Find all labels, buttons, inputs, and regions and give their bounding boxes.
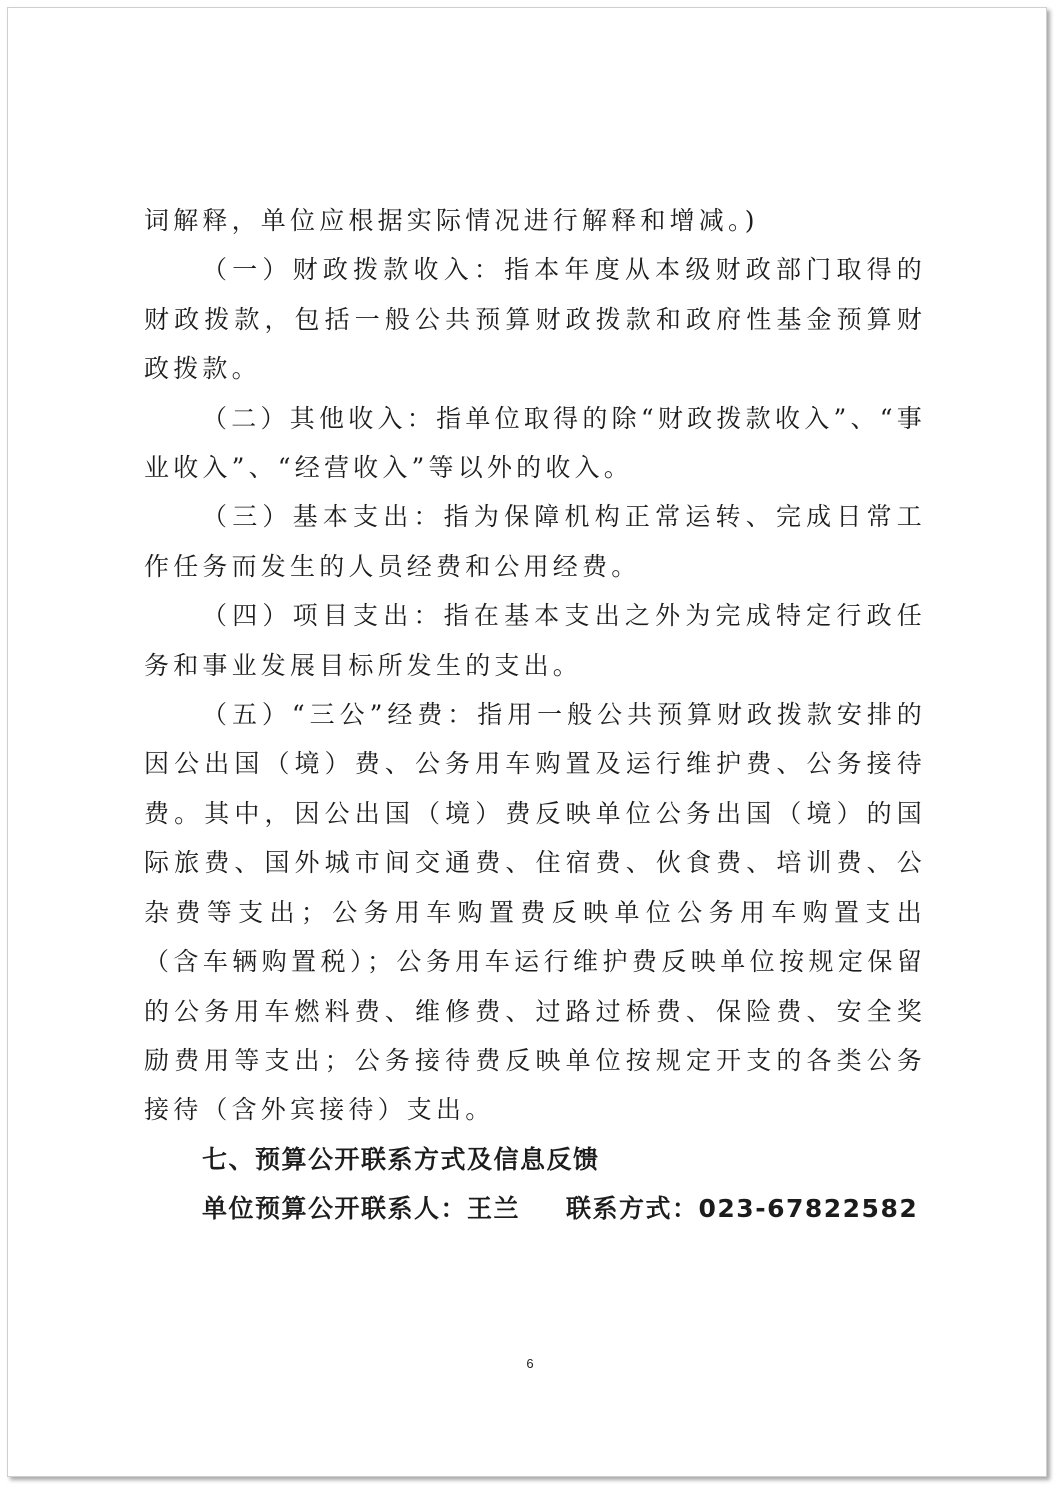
paragraph-project-expenditure: （四）项目支出：指在基本支出之外为完成特定行政任务和事业发展目标所发生的支出。 — [144, 601, 926, 680]
paragraph-three-public-expenses: （五）“三公”经费：指用一般公共预算财政拨款安排的因公出国（境）费、公务用车购置及运行维护费、公务接待费。其中，因公出国（境）费反映单位公务出国（境）的国际旅费、国外城市间交通费、住宿费、伙食费、培训费、公杂费等支出；公务用车购置费反映单位公务用车购置支出（含车辆购置税）；公务用车运行维护费反映单位按规定保留的公务用车燃料费、维修费、过路过桥费、保险费、安全奖励费用等支出；公务接待费反映单位按规定开支的各类公务接待（含外宾接待）支出。 — [144, 700, 926, 1125]
paragraph-basic-expenditure: （三）基本支出：指为保障机构正常运转、完成日常工作任务而发生的人员经费和公用经费。 — [144, 502, 926, 581]
contact-phone: 联系方式：023-67822582 — [566, 1194, 919, 1224]
page-number: 6 — [526, 1356, 534, 1371]
document-body — [144, 196, 926, 1234]
contact-line — [144, 1184, 926, 1233]
contact-person: 单位预算公开联系人：王兰 — [202, 1194, 521, 1224]
section-heading: 七、预算公开联系方式及信息反馈 — [202, 1144, 600, 1174]
paragraph-continuation: 词解释，单位应根据实际情况进行解释和增减。) — [144, 206, 759, 235]
paragraph-other-income: （二）其他收入：指单位取得的除“财政拨款收入”、“事业收入”、“经营收入”等以外的收入。 — [144, 403, 926, 483]
paragraph-fiscal-appropriation-income: （一）财政拨款收入：指本年度从本级财政部门取得的财政拨款，包括一般公共预算财政拨款和政府性基金预算财政拨款。 — [144, 255, 926, 384]
